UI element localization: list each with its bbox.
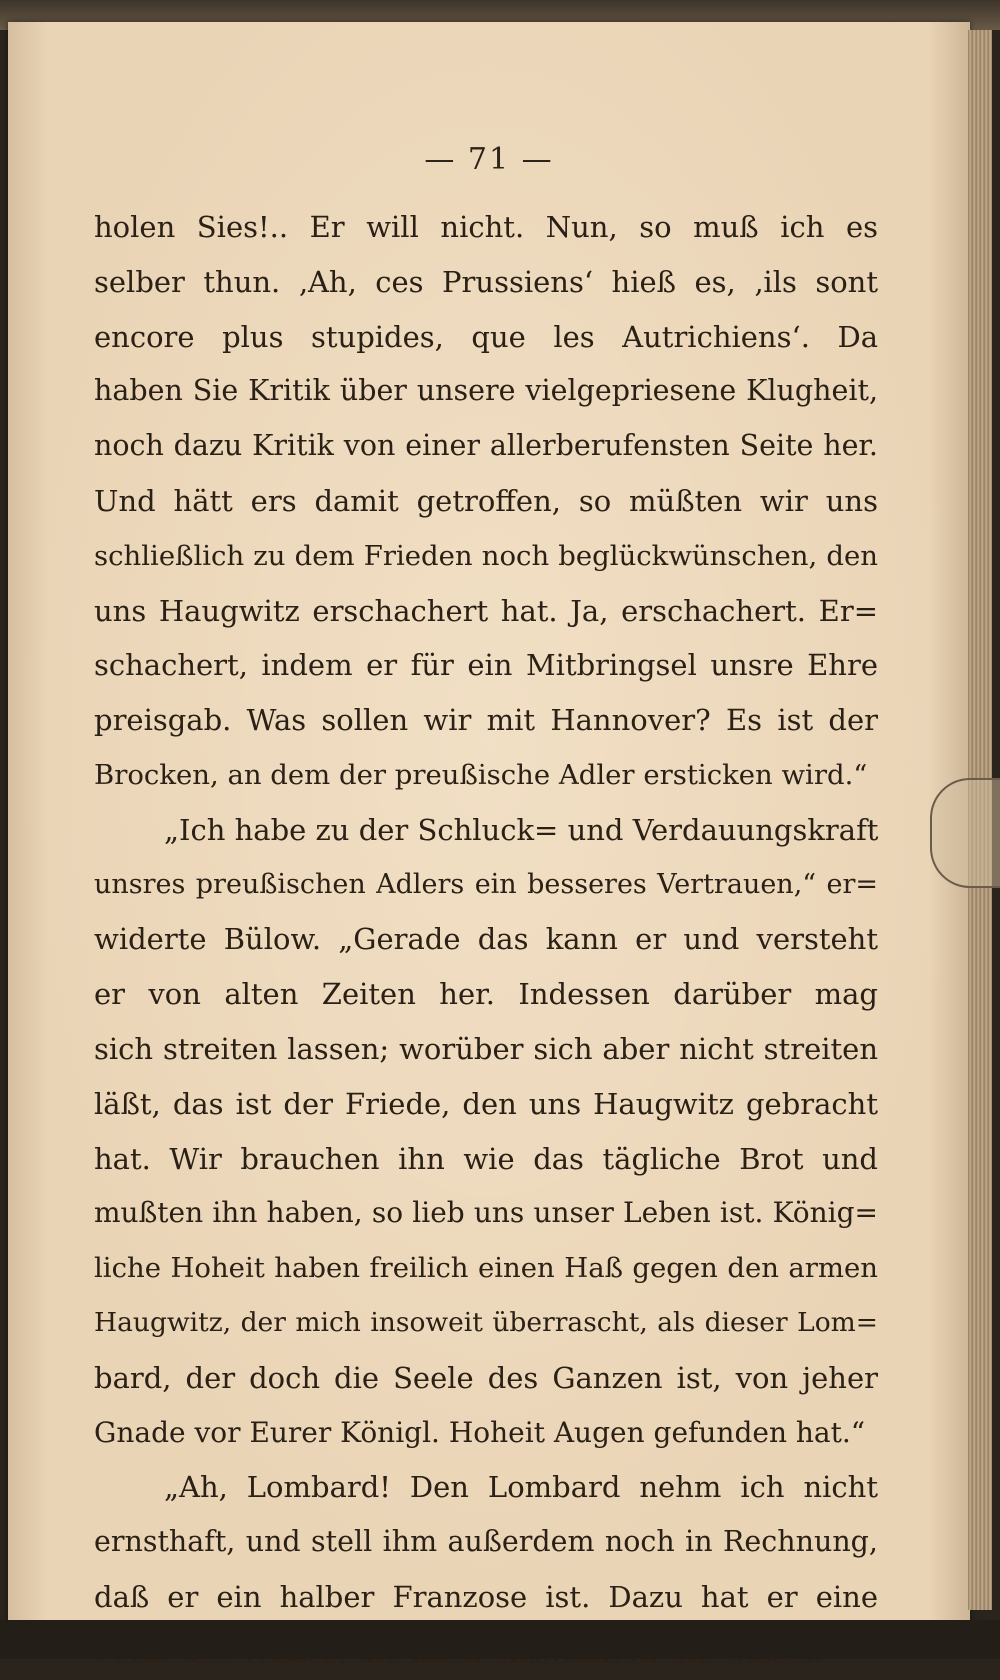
text-line: selber thun. ‚Ah, ces Prussiens‘ hieß es, ‚ils sont (94, 264, 878, 299)
text-line: Gnade vor Eurer Königl. Hoheit Augen gefunden hat.“ (94, 1415, 866, 1449)
text-line: noch dazu Kritik von einer allerberufensten Seite her. (94, 429, 878, 463)
text-line: Brocken, an dem der preußische Adler ersticken wird.“ (94, 758, 868, 791)
text-line: daß er ein halber Franzose ist. Dazu hat er eine (94, 1579, 878, 1614)
text-line: ernsthaft, und stell ihm außerdem noch in Rechnung, (94, 1525, 878, 1559)
text-line: liche Hoheit haben freilich einen Haß gegen den armen (94, 1252, 878, 1285)
text-line: bard, der doch die Seele des Ganzen ist, von jeher (94, 1360, 878, 1395)
text-line: „Ich habe zu der Schluck= und Verdauungskraft (164, 812, 879, 847)
text-line: unsres preußischen Adlers ein besseres Vertrauen,“ er= (94, 868, 878, 900)
scan-bottom-band (0, 1620, 1000, 1659)
text-line: mußten ihn haben, so lieb uns unser Leben ist. König= (94, 1196, 878, 1230)
text-line: encore plus stupides, que les Autrichiens‘. Da (94, 319, 878, 354)
text-line: er von alten Zeiten her. Indessen darüber mag (94, 977, 878, 1012)
book-page (8, 22, 970, 1622)
text-line: holen Sies!.. Er will nicht. Nun, so muß ich es (94, 210, 878, 244)
text-line: sich streiten lassen; worüber sich aber nicht streiten (94, 1031, 878, 1066)
text-line: widerte Bülow. „Gerade das kann er und versteht (94, 922, 878, 957)
text-line: schachert, indem er für ein Mitbringsel unsre Ehre (94, 648, 878, 683)
text-line: schließlich zu dem Frieden noch beglückwünschen, den (94, 539, 878, 572)
text-line: läßt, das ist der Friede, den uns Haugwitz gebracht (94, 1086, 878, 1121)
bookmark-clip (930, 778, 1000, 888)
text-line: uns Haugwitz erschachert hat. Ja, erschachert. Er= (94, 593, 878, 628)
text-line: Und hätt ers damit getroffen, so müßten wir uns (94, 483, 878, 518)
page-number: — 71 — (424, 142, 554, 177)
text-line: Haugwitz, der mich insoweit überrascht, als dieser Lom= (94, 1306, 878, 1338)
text-line: hat. Wir brauchen ihn wie das tägliche Brot und (94, 1141, 878, 1176)
text-line: haben Sie Kritik über unsere vielgepriesene Klugheit, (94, 374, 878, 408)
text-line: „Ah, Lombard! Den Lombard nehm ich nicht (164, 1470, 878, 1505)
body-text (94, 200, 878, 1680)
text-line: preisgab. Was sollen wir mit Hannover? Es ist der (94, 703, 878, 738)
